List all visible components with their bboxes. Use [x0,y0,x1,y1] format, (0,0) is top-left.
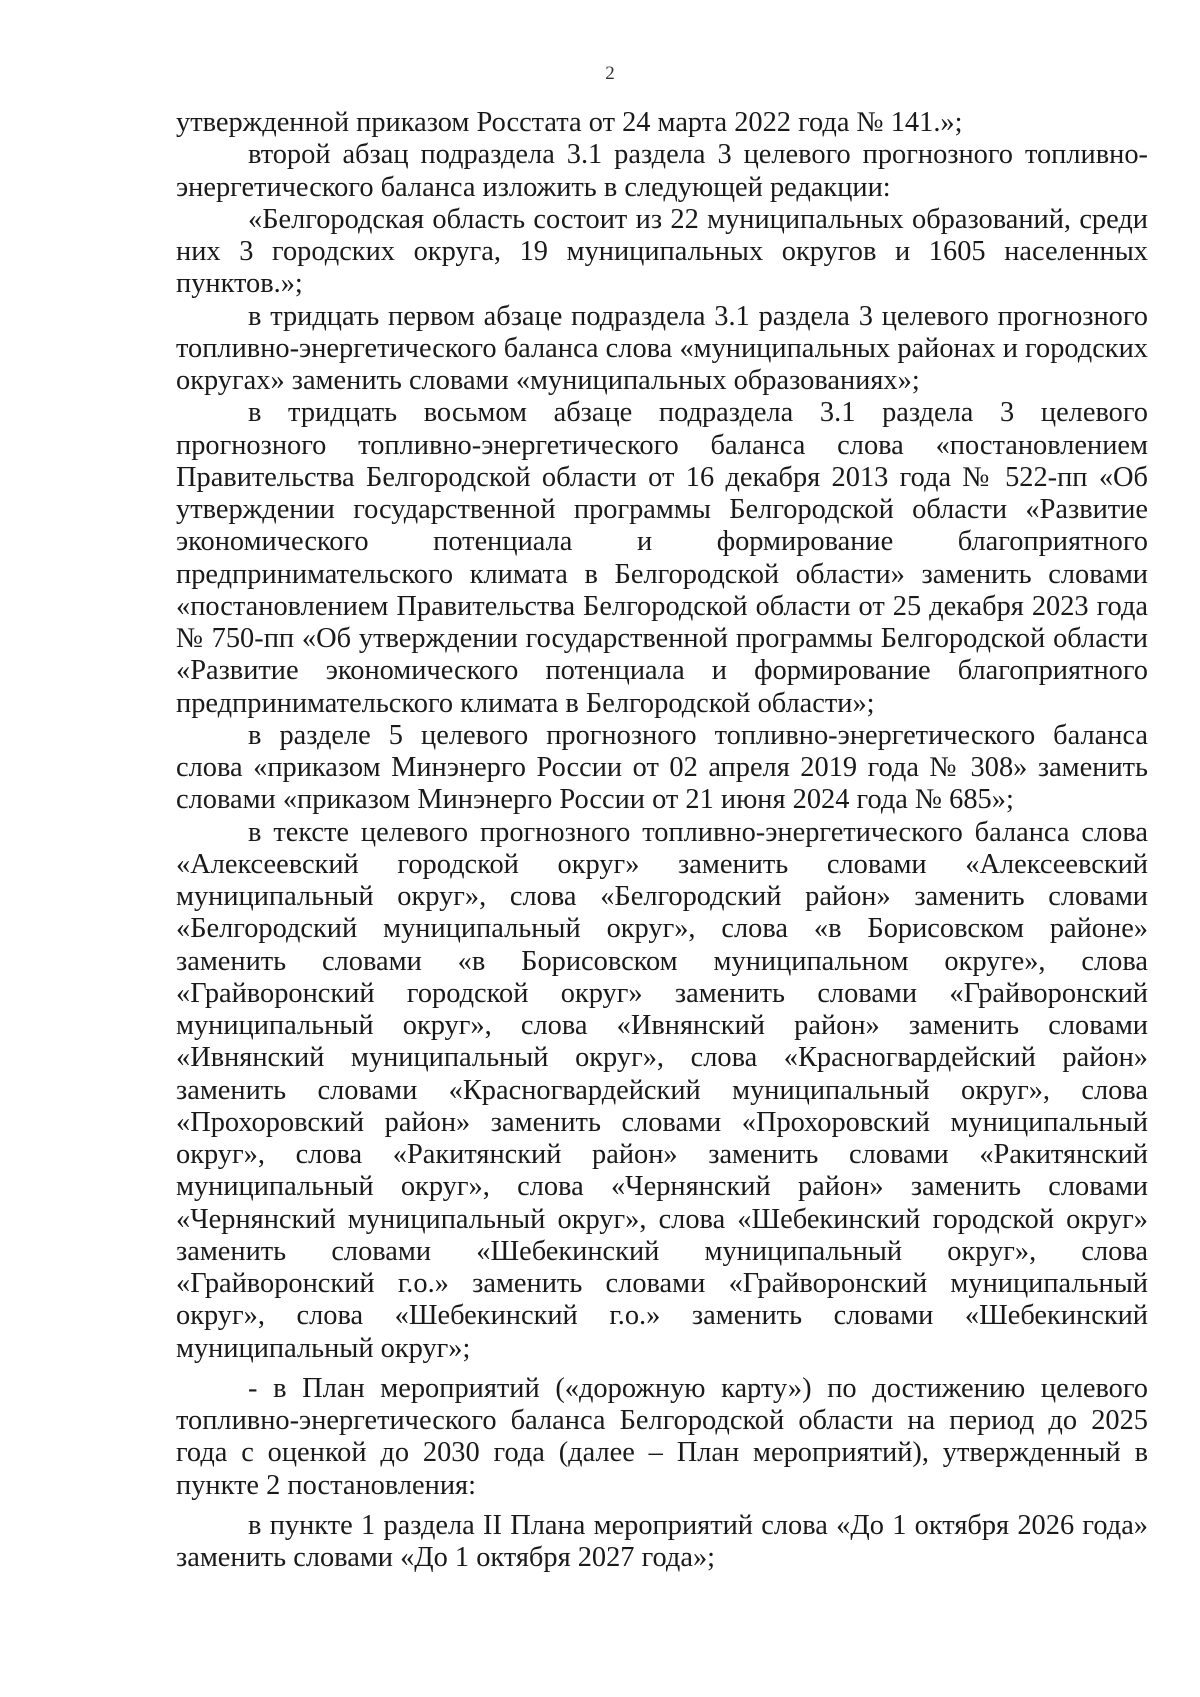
paragraph-text-replacements: в тексте целевого прогнозного топливно-энергетического баланса слова «Алексеевский городской округ» заменить словами «Алексеевский муниципальный округ», слова «Белгородский район» заменить словами «Белгородский муниципальный округ», слова «в Борисовском районе» заменить словами «в Борисовском муниципальном округе», слова «Грайворонский городской округ» заменить словами «Грайворонский муниципальный округ», слова «Ивнянский район» заменить словами «Ивнянский муниципальный округ», слова «Красногвардейский район» заменить словами «Красногвардейский муниципальный округ», слова «Прохоровский район» заменить словами «Прохоровский муниципальный округ», слова «Ракитянский район» заменить словами «Ракитянский муниципальный округ», слова «Чернянский район» заменить словами «Чернянский муниципальный округ», слова «Шебекинский городской округ» заменить словами «Шебекинский муниципальный округ», слова «Грайворонский г.о.» заменить словами «Грайворонский муниципальный округ», слова «Шебекинский г.о.» заменить словами «Шебекинский муниципальный округ»; [176,816,1148,1364]
paragraph-section-3-1-thirty-eighth: в тридцать восьмом абзаце подраздела 3.1 раздела 3 целевого прогнозного топливно-энергетического баланса слова «постановлением Правительства Белгородской области от 16 декабря 2013 года № 522-пп «Об утверждении государственной программы Белгородской области «Развитие экономического потенциала и формирование благоприятного предпринимательского климата в Белгородской области» заменить словами «постановлением Правительства Белгородской области от 25 декабря 2023 года № 750-пп «Об утверждении государственной программы Белгородской области «Развитие экономического потенциала и формирование благоприятного предпринимательского климата в Белгородской области»; [176,397,1148,719]
paragraph-continuation: утвержденной приказом Росстата от 24 марта 2022 года № 141.»; [176,107,963,138]
paragraph-quoted-region-description: «Белгородская область состоит из 22 муниципальных образований, среди них 3 городских округа, 19 муниципальных округов и 1605 населенных пунктов.»; [176,203,1148,300]
paragraph-plan-section-2: в пункте 1 раздела II Плана мероприятий слова «До 1 октября 2026 года» заменить словами «До 1 октября 2027 года»; [176,1509,1148,1573]
document-body [176,107,1148,1574]
paragraph-section-3-1-second: второй абзац подраздела 3.1 раздела 3 целевого прогнозного топливно-энергетического баланса изложить в следующей редакции: [176,139,1148,203]
paragraph-section-5: в разделе 5 целевого прогнозного топливно-энергетического баланса слова «приказом Минэнерго России от 02 апреля 2019 года № 308» заменить словами «приказом Минэнерго России от 21 июня 2024 года № 685»; [176,719,1148,816]
paragraph-section-3-1-thirty-first: в тридцать первом абзаце подраздела 3.1 раздела 3 целевого прогнозного топливно-энергетического баланса слова «муниципальных районах и городских округах» заменить словами «муниципальных образованиях»; [176,300,1148,396]
paragraph-action-plan: - в План мероприятий («дорожную карту») по достижению целевого топливно-энергетического баланса Белгородской области на период до 2025 года с оценкой до 2030 года (далее – План мероприятий), утвержденный в пункте 2 постановления: [176,1372,1148,1501]
page-number: 2 [605,63,615,84]
